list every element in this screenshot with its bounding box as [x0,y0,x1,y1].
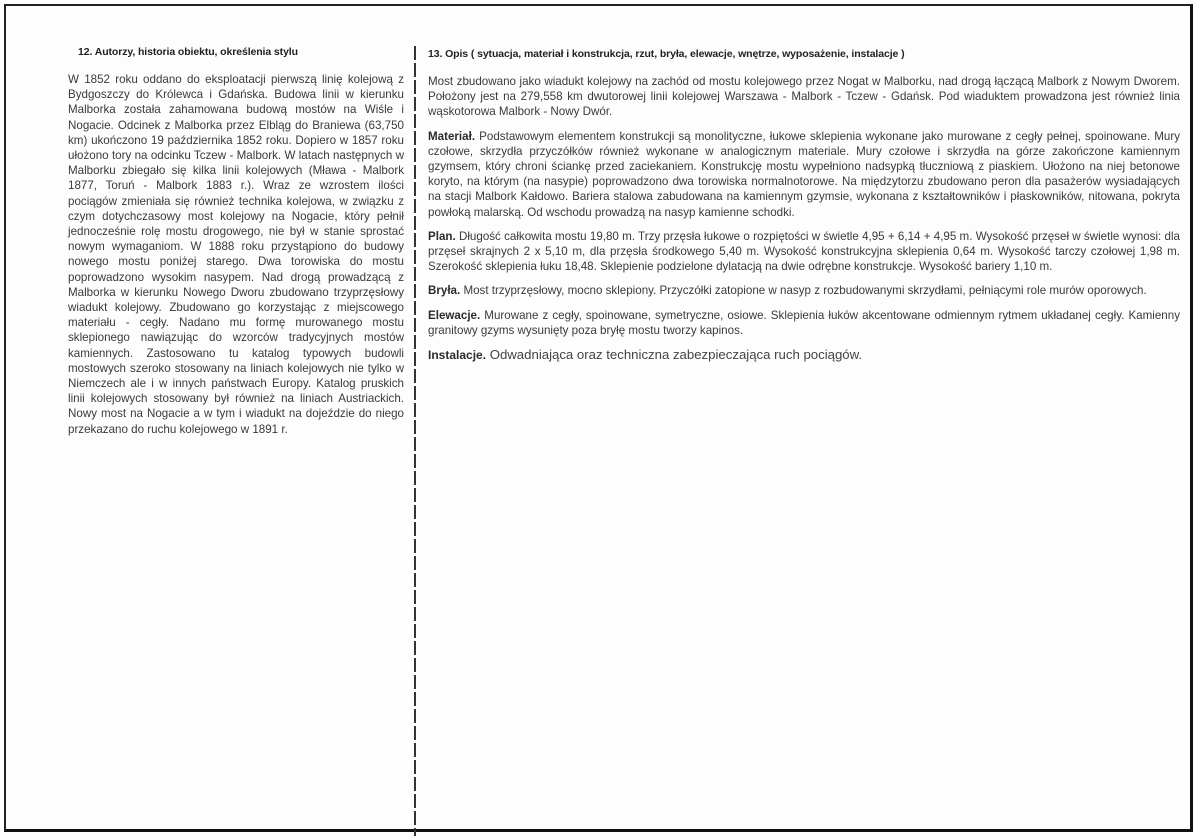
material-text: Podstawowym elementem konstrukcji są monolityczne, łukowe sklepienia wykonane jako murowane z cegły pełnej, spoinowane. Mury czołowe, skrzydła przyczółków również wykonane w analogicznym materiale. Mury czołowe i skrzydła na górze zakończone kamiennym gzymsem, który chroni ściankę przed zaciekaniem. Konstrukcję mostu wypełniono nadsypką tłuczniową z piaskiem. Ułożono na niej betonowe koryto, na którym (na nasypie) poprowadzono dwa torowiska normalnotorowe. Na międzytorzu zbudowano peron dla pasażerów wysiadających na stacji Malbork Kałdowo. Bariera stalowa zabudowana na kamiennym gzymsie, wykonana z kształtowników i płaskowników, nitowana, pokryta powłoką malarską. Od wschodu prowadzą na nasyp kamienne schodki. [428,129,1180,219]
plan-label: Plan. [428,229,456,243]
installations-label: Instalacje. [428,348,487,363]
section-13-column [428,48,1180,372]
installations-paragraph [428,347,1180,363]
form-label: Bryła. [428,284,461,298]
elevations-text: Murowane z cegły, spoinowane, symetryczne, osiowe. Sklepienia łuków akcentowane odmiennym rytmem układanej cegły. Kamienny granitowy gzyms wysunięty poza bryłę mostu tworzy kapinos. [428,308,1180,337]
section-12-column [68,46,404,437]
elevations-label: Elewacje. [428,308,481,322]
elevations-paragraph [428,308,1180,338]
installations-text: Odwadniająca oraz techniczna zabezpieczająca ruch pociągów. [486,347,863,363]
section-12-text: W 1852 roku oddano do eksploatacji pierwszą linię kolejową z Bydgoszczy do Królewca i Gdańska. Budowa linii w kierunku Malborka została zahamowana budową mostów na Wiśle i Nogacie. Odcinek z Malborka przez Elbląg do Braniewa (63,750 km) ukończono 19 października 1852 roku. Dopiero w 1857 roku ułożono tory na odcinku Tczew - Malbork. W latach następnych w Malborku zbiegało się kilka linii kolejowych (Mława - Malbork 1877, Toruń - Malbork 1883 r.). Wraz ze wzrostem ilości pociągów zmieniała się również technika kolejowa, w związku z czym dotychczasowy most kolejowy na Nogacie, który pełnił jednocześnie rolę mostu drogowego, nie był w stanie sprostać nowym wymaganiom. W 1888 roku przystąpiono do budowy nowego mostu poniżej starego. Dwa torowiska do mostu poprowadzono wysokim nasypem. Nad drogą prowadzącą z Malborka w kierunku Nowego Dworu zbudowano trzyprzęsłowy wiadukt kolejowy. Zbudowano go korzystając z miejscowego materiału - cegły. Nadano mu formę murowanego mostu sklepionego nawiązując do wzorców tradycyjnych mostów kamiennych. Zastosowano tu katalog typowych budowli mostowych szeroko stosowany na liniach kolejowych nie tylko w Niemczech ale i w innych państwach Europy. Katalog pruskich linii kolejowych stosowany był również na liniach Austriackich. Nowy most na Nogacie a w tym i wiadukt na dojeździe do niego przekazano do ruchu kolejowego w 1891 r. [68,73,404,436]
plan-text: Długość całkowita mostu 19,80 m. Trzy przęsła łukowe o rozpiętości w świetle 4,95 + 6,14 + 4,95 m. Wysokość przęseł w świetle wynosi: dla przęseł skrajnych 2 x 5,10 m, dla przęsła środkowego 5,40 m. Wysokość konstrukcyjna sklepienia 0,64 m. Wysokość tarczy czołowej 1,98 m. Szerokość sklepienia łuku 18,48. Sklepienie podzielone dylatacją na dwie odrębne konstrukcje. Wysokość bariery 1,10 m. [428,229,1180,274]
form-text: Most trzyprzęsłowy, mocno sklepiony. Przyczółki zatopione w nasyp z rozbudowanymi skrzydłami, pełniącymi role murów oporowych. [460,284,1147,298]
section-13-heading: 13. Opis ( sytuacja, materiał i konstrukcja, rzut, bryła, elewacje, wnętrze, wyposażenie, instalacje ) [428,48,905,60]
material-paragraph [428,129,1180,220]
form-paragraph [428,283,1180,298]
plan-paragraph [428,229,1180,275]
section-12-heading: 12. Autorzy, historia obiektu, określenia stylu [78,46,298,58]
material-label: Materiał. [428,129,476,143]
document-page [4,4,1193,832]
section-13-intro: Most zbudowano jako wiadukt kolejowy na zachód od mostu kolejowego przez Nogat w Malborku, nad drogą łączącą Malbork z Nowym Dworem. Położony jest na 279,558 km dwutorowej linii kolejowej Warszawa - Malbork - Tczew - Gdańsk. Pod wiaduktem prowadzona jest również linia wąskotorowa Malbork - Nowy Dwór. [428,75,1180,119]
column-divider [414,46,416,836]
